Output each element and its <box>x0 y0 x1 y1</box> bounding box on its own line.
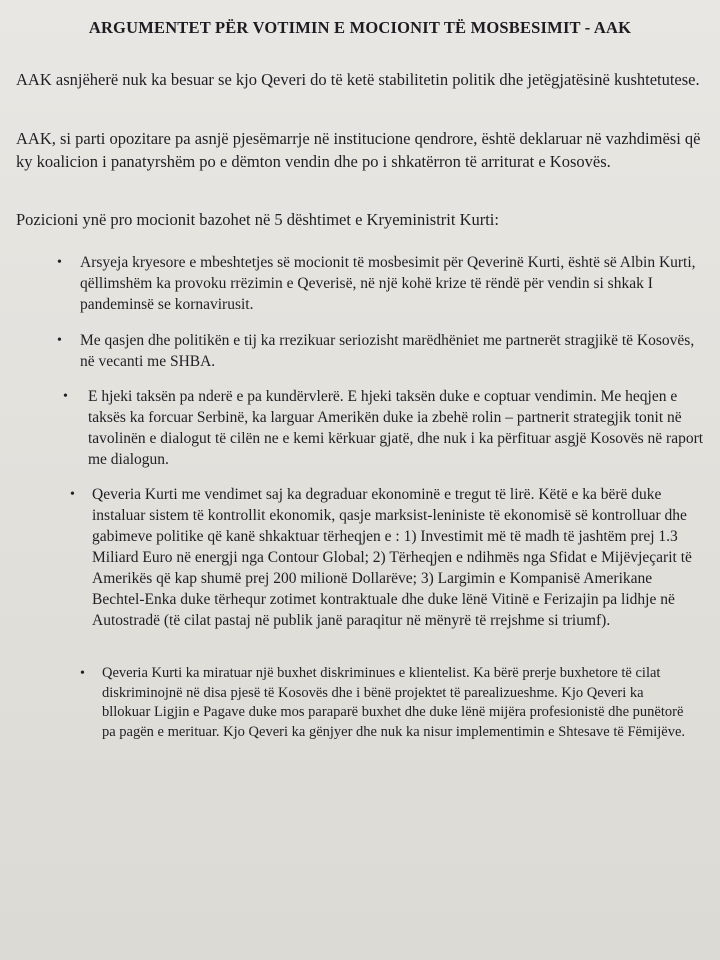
list-item: Me qasjen dhe politikën e tij ka rrezikuar seriozisht marëdhëniet me partnerët stragjikë të Kosovës, në vecanti me SHBA. <box>80 332 695 370</box>
document-title: ARGUMENTET PËR VOTIMIN E MOCIONIT TË MOSBESIMIT - AAK <box>88 18 632 37</box>
list-item: E hjeki taksën pa nderë e pa kundërvlerë. E hjeki taksën duke e coptuar vendimin. Me heqjen e taksës ka forcuar Serbinë, ka larguar Amerikën duke ia zbehë rolin – partnerit strategjik tonit në tavolinën e dialogut të cilën ne e kemi kërkuar gjatë, dhe nuk i ka përfituar asgjë Kosovës në raport me dialogun. <box>88 388 704 468</box>
opposition-paragraph: AAK, si parti opozitare pa asnjë pjesëmarrje në institucione qendrore, është deklaruar në vazhdimësi që ky koalicion i panatyrshëm po e dëmton vendin dhe po i shkatërron të arriturat e Kosovës. <box>16 129 701 171</box>
bullet-marker: • <box>63 389 68 404</box>
bullet-marker: • <box>57 255 62 270</box>
bullet-marker: • <box>70 487 75 502</box>
position-paragraph: Pozicioni ynë pro mocionit bazohet në 5 dështimet e Kryeministrit Kurti: <box>16 210 499 229</box>
bullet-marker: • <box>57 333 62 348</box>
list-item: Arsyeja kryesore e mbeshtetjes së mocionit të mosbesimit për Qeverinë Kurti, është së Albin Kurti, qëllimshëm ka provoku rrëzimin e Qeverisë, në një kohë krize të rëndë për vendin si shkak I pandeminsë se kornavirusit. <box>80 254 696 313</box>
intro-paragraph: AAK asnjëherë nuk ka besuar se kjo Qeveri do të ketë stabilitetin politik dhe jetëgjatësinë kushtetutese. <box>16 70 700 89</box>
list-item: Qeveria Kurti ka miratuar një buxhet diskriminues e klientelist. Ka bërë prerje buxhetore të cilat diskriminojnë në disa pjesë të Kosovës dhe i bënë projektet të parealizueshme. Kjo Qeveri ka bllokuar Ligjin e Pagave duke mos paraparë buxhet dhe duke lënë mijëra profesionistë dhe punëtorë pa pagën e merituar. Kjo Qeveri ka gënjyer dhe nuk ka nisur implementimin e Shtesave të Fëmijëve. <box>102 665 686 740</box>
bullet-marker: • <box>80 666 85 681</box>
list-item: Qeveria Kurti me vendimet saj ka degraduar ekonominë e tregut të lirë. Këtë e ka bërë duke instaluar sistem të kontrollit ekonomik, qasje marksist-leniniste të ekonomisë së kontrolluar dhe gabimeve politike që kanë shkaktuar tërheqjen e : 1) Investimit më të madh të jashtëm prej 1.3 Miliard Euro në energji nga Contour Global; 2) Tërheqjen e ndihmës nga Sfidat e Mijëvjeçarit të Amerikës që kap shumë prej 200 milionë Dollarëve; 3) Largimin e Kompanisë Amerikane Bechtel-Enka duke tërhequr zotimet kontraktuale dhe duke lënë Vitinë e Ferizajin pa lidhje në Autostradë (të cilat pastaj në publik janë paraqitur në mënyrë të rrejshme si triumf). <box>92 486 692 629</box>
